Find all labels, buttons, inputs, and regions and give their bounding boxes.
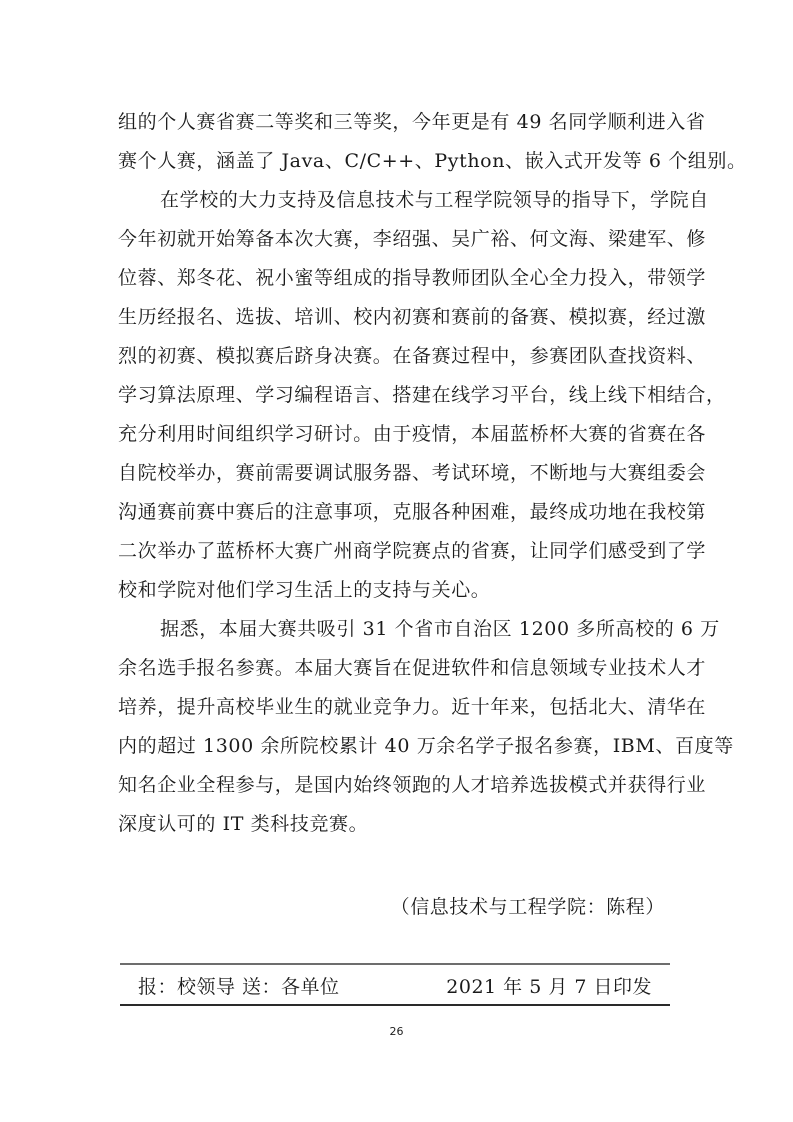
author-signature: （信息技术与工程学院：陈程） xyxy=(390,896,665,918)
page-number: 26 xyxy=(389,1025,404,1038)
text-line: 培养，提升高校毕业生的就业竞争力。近十年来，包括北大、清华在 xyxy=(118,696,707,718)
text-line: 深度认可的 IT 类科技竞赛。 xyxy=(118,813,369,835)
text-line: 充分利用时间组织学习研讨。由于疫情，本届蓝桥杯大赛的省赛在各 xyxy=(118,423,707,445)
text-line: 知名企业全程参与，是国内始终领跑的人才培养选拔模式并获得行业 xyxy=(118,774,707,796)
text-line: 赛个人赛，涵盖了 Java、C/C++、Python、嵌入式开发等 6 个组别。 xyxy=(118,150,747,172)
text-line: 余名选手报名参赛。本届大赛旨在促进软件和信息领域专业技术人才 xyxy=(118,657,707,679)
text-line: 二次举办了蓝桥杯大赛广州商学院赛点的省赛，让同学们感受到了学 xyxy=(118,540,707,562)
text-line: 今年初就开始筹备本次大赛，李绍强、吴广裕、何文海、梁建军、修 xyxy=(118,228,707,250)
text-line: 在学校的大力支持及信息技术与工程学院领导的指导下，学院自 xyxy=(160,189,709,211)
text-line: 自院校举办，赛前需要调试服务器、考试环境，不断地与大赛组委会 xyxy=(118,462,707,484)
footer-bottom-rule xyxy=(120,1004,670,1006)
text-line: 学习算法原理、学习编程语言、搭建在线学习平台，线上线下相结合， xyxy=(118,384,726,406)
text-line: 位蓉、郑冬花、祝小蜜等组成的指导教师团队全心全力投入，带领学 xyxy=(118,267,707,289)
footer-top-rule xyxy=(120,963,670,965)
text-line: 烈的初赛、模拟赛后跻身决赛。在备赛过程中，参赛团队查找资料、 xyxy=(118,345,707,367)
text-line: 校和学院对他们学习生活上的支持与关心。 xyxy=(118,579,491,601)
distribution-note: 报：校领导 送：各单位 xyxy=(138,976,340,998)
footer-row xyxy=(138,973,652,1001)
issue-date: 2021 年 5 月 7 日印发 xyxy=(446,976,652,998)
text-line: 据悉，本届大赛共吸引 31 个省市自治区 1200 多所高校的 6 万 xyxy=(160,618,720,640)
text-line: 生历经报名、选拔、培训、校内初赛和赛前的备赛、模拟赛，经过激 xyxy=(118,306,707,328)
text-line: 组的个人赛省赛二等奖和三等奖，今年更是有 49 名同学顺利进入省 xyxy=(118,111,706,133)
text-line: 沟通赛前赛中赛后的注意事项，克服各种困难，最终成功地在我校第 xyxy=(118,501,707,523)
article-body xyxy=(118,103,747,844)
text-line: 内的超过 1300 余所院校累计 40 万余名学子报名参赛，IBM、百度等 xyxy=(118,735,734,757)
